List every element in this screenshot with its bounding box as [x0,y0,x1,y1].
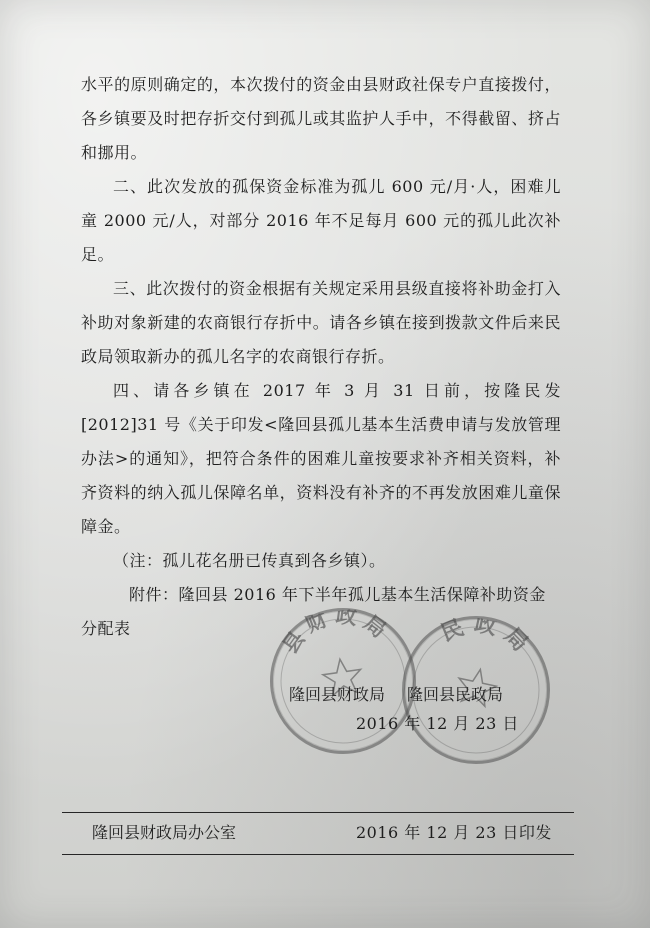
paragraph-continuation: 水平的原则确定的，本次拨付的资金由县财政社保专户直接拨付，各乡镇要及时把存折交付到孤儿或其监护人手中，不得截留、挤占和挪用。 [81,75,561,162]
note-line: （注：孤儿花名册已传真到各乡镇）。 [113,551,386,570]
paragraph-item-2: 二、此次发放的孤保资金标准为孤儿 600 元/月·人，困难儿童 2000 元/人，对部分 2016 年不足每月 600 元的孤儿此次补足。 [81,177,561,264]
civil-seal-text: 民政局 [437,611,539,663]
document-body [81,68,561,578]
signature-civil-affairs-bureau: 隆回县民政局 [407,685,504,704]
paragraph-item-3: 三、此次拨付的资金根据有关规定采用县级直接将补助金打入补助对象新建的农商银行存折中。请各乡镇在接到拨款文件后来民政局领取新办的孤儿名字的农商银行存折。 [81,279,561,366]
attachment-line-2: 分配表 [81,619,131,638]
finance-seal-text: 县财政局 [277,602,396,658]
footer-issuer: 隆回县财政局办公室 [92,823,237,842]
signature-date: 2016 年 12 月 23 日 [356,714,519,733]
signature-finance-bureau: 隆回县财政局 [289,685,386,704]
footer-rule-bottom [62,854,574,855]
footer-issue-date: 2016 年 12 月 23 日印发 [356,823,552,842]
attachment-line-1: 附件：隆回县 2016 年下半年孤儿基本生活保障补助资金 [129,585,546,604]
footer-rule-top [62,812,574,813]
paragraph-item-4: 四、请各乡镇在 2017 年 3 月 31 日前，按隆民发[2012]31 号《关于印发<隆回县孤儿基本生活费申请与发放管理办法>的通知》，把符合条件的困难儿童按要求补齐相关资料，补齐资料的纳入孤儿保障名单，资料没有补齐的不再发放困难儿童保障金。 [81,381,561,536]
